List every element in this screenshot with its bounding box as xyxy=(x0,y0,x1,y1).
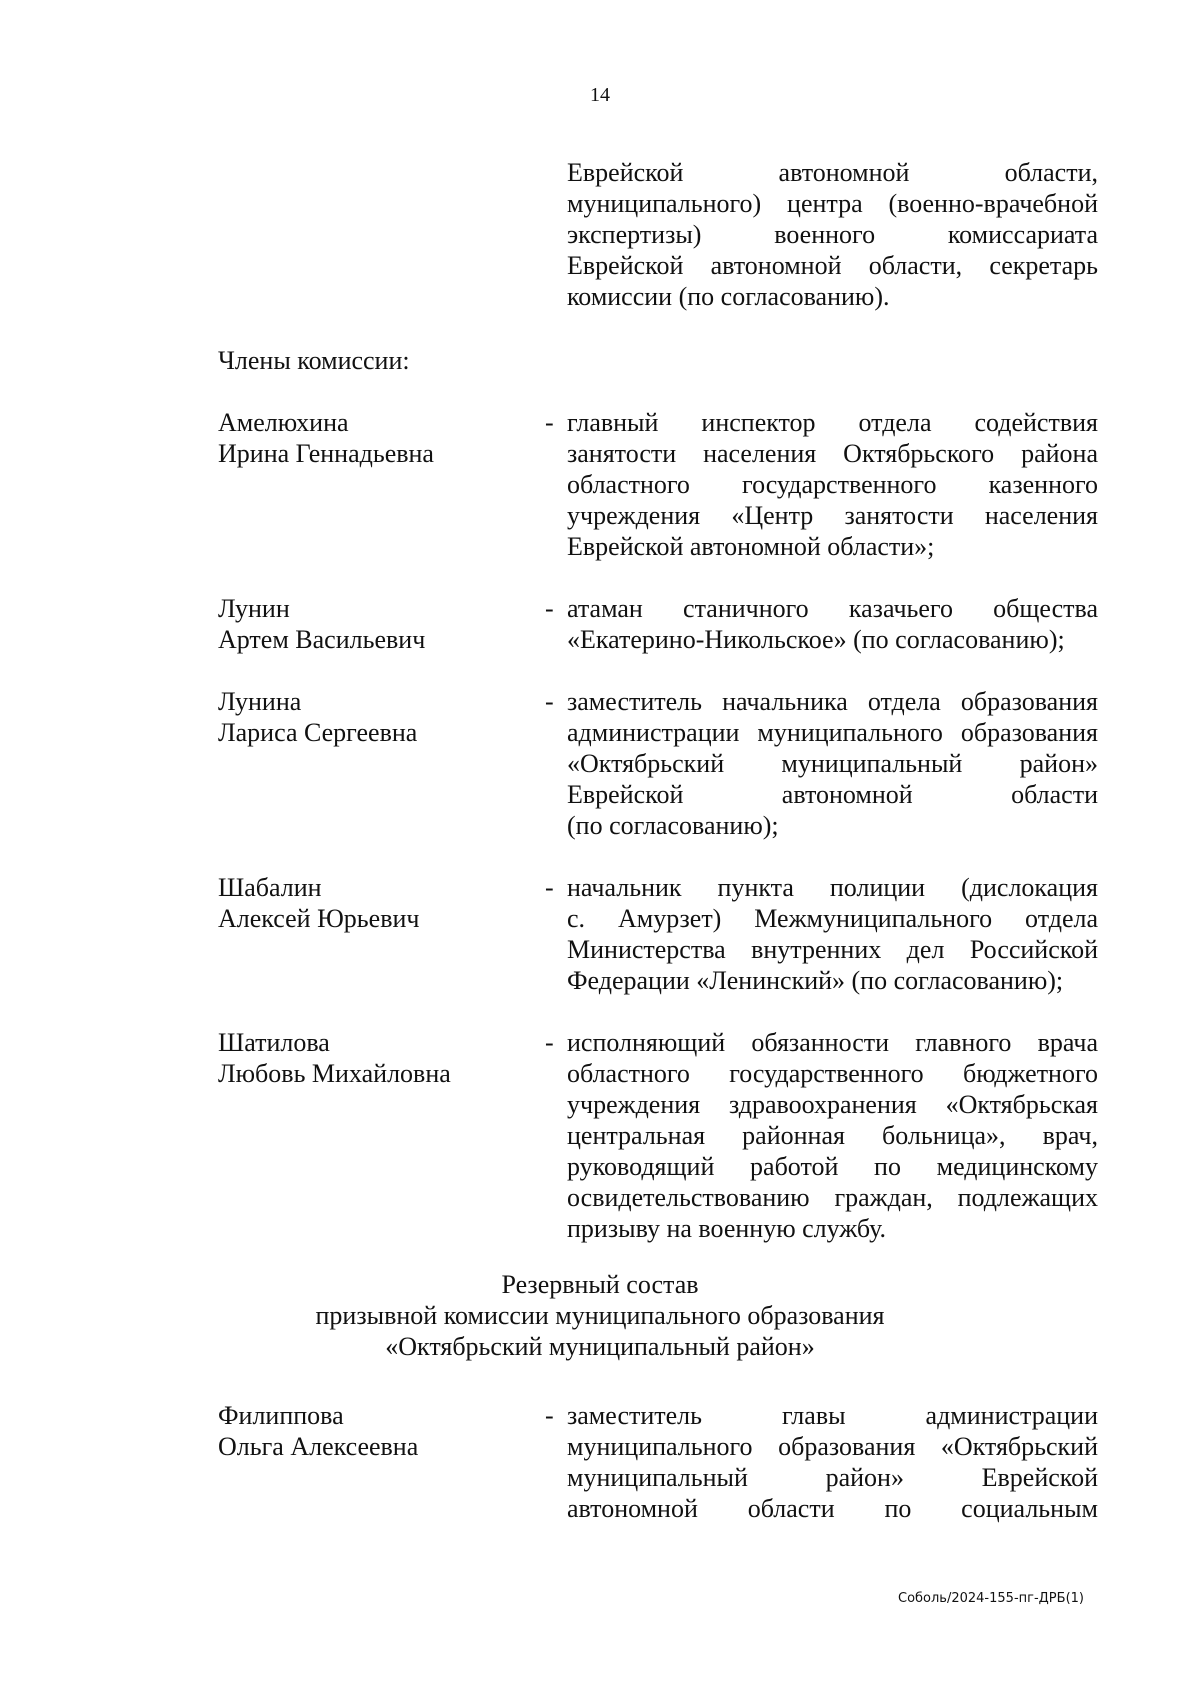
members-heading: Члены комиссии: xyxy=(218,346,410,375)
reserve-heading-line: призывной комиссии муниципального образования xyxy=(315,1301,885,1330)
separator-dash: - xyxy=(545,687,554,716)
text-line: областного государственного бюджетного xyxy=(567,1059,1098,1088)
text-line: учреждения «Центр занятости населения xyxy=(567,501,1098,530)
member-surname: Лунин xyxy=(218,594,290,623)
reserve-member-surname: Филиппова xyxy=(218,1401,344,1430)
text-line: учреждения здравоохранения «Октябрьская xyxy=(567,1090,1098,1119)
text-line: муниципальный район» Еврейской xyxy=(567,1463,1098,1492)
member-description xyxy=(567,593,1098,655)
text-line: занятости населения Октябрьского района xyxy=(567,439,1098,468)
text-line: автономной области по социальным xyxy=(567,1494,1098,1523)
member-description xyxy=(567,407,1098,562)
text-line: администрации муниципального образования xyxy=(567,718,1098,747)
reserve-member-description xyxy=(567,1400,1098,1524)
text-line: руководящий работой по медицинскому xyxy=(567,1152,1098,1181)
text-line: «Екатерино-Никольское» (по согласованию); xyxy=(567,625,1065,654)
reserve-heading-line: «Октябрьский муниципальный район» xyxy=(385,1332,815,1361)
secretary-description-continuation xyxy=(567,157,1098,312)
text-line: (по согласованию); xyxy=(567,811,779,840)
member-given-names: Ирина Геннадьевна xyxy=(218,439,434,468)
text-line: Еврейской автономной области, xyxy=(567,158,1098,187)
text-line: Еврейской автономной области, секретарь xyxy=(567,251,1098,280)
text-line: заместитель начальника отдела образования xyxy=(567,687,1098,716)
text-line: главный инспектор отдела содействия xyxy=(567,408,1098,437)
text-line: комиссии (по согласованию). xyxy=(567,282,890,311)
separator-dash: - xyxy=(545,1028,554,1057)
text-line: муниципального) центра (военно-врачебной xyxy=(567,189,1098,218)
separator-dash: - xyxy=(545,1401,554,1430)
text-line: освидетельствованию граждан, подлежащих xyxy=(567,1183,1098,1212)
text-line: «Октябрьский муниципальный район» xyxy=(567,749,1098,778)
member-description xyxy=(567,1027,1098,1244)
member-surname: Шабалин xyxy=(218,873,322,902)
text-line: Еврейской автономной области xyxy=(567,780,1098,809)
text-line: экспертизы) военного комиссариата xyxy=(567,220,1098,249)
member-given-names: Артем Васильевич xyxy=(218,625,426,654)
member-description xyxy=(567,872,1098,996)
text-line: заместитель главы администрации xyxy=(567,1401,1098,1430)
text-line: Министерства внутренних дел Российской xyxy=(567,935,1098,964)
document-reference-code: Соболь/2024-155-пг-ДРБ(1) xyxy=(898,1591,1084,1606)
text-line: Федерации «Ленинский» (по согласованию); xyxy=(567,966,1064,995)
page-number: 14 xyxy=(590,84,610,106)
text-line: исполняющий обязанности главного врача xyxy=(567,1028,1098,1057)
text-line: атаман станичного казачьего общества xyxy=(567,594,1098,623)
separator-dash: - xyxy=(545,594,554,623)
text-line: муниципального образования «Октябрьский xyxy=(567,1432,1098,1461)
text-line: призыву на военную службу. xyxy=(567,1214,887,1243)
text-line: начальник пункта полиции (дислокация xyxy=(567,873,1098,902)
member-given-names: Алексей Юрьевич xyxy=(218,904,420,933)
text-line: Еврейской автономной области»; xyxy=(567,532,935,561)
member-surname: Амелюхина xyxy=(218,408,349,437)
member-given-names: Лариса Сергеевна xyxy=(218,718,418,747)
member-given-names: Любовь Михайловна xyxy=(218,1059,451,1088)
member-description xyxy=(567,686,1098,841)
separator-dash: - xyxy=(545,873,554,902)
reserve-heading-line: Резервный состав xyxy=(501,1270,699,1299)
member-surname: Лунина xyxy=(218,687,302,716)
text-line: с. Амурзет) Межмуниципального отдела xyxy=(567,904,1098,933)
text-line: центральная районная больница», врач, xyxy=(567,1121,1098,1150)
separator-dash: - xyxy=(545,408,554,437)
text-line: областного государственного казенного xyxy=(567,470,1098,499)
member-surname: Шатилова xyxy=(218,1028,330,1057)
reserve-member-given-names: Ольга Алексеевна xyxy=(218,1432,419,1461)
